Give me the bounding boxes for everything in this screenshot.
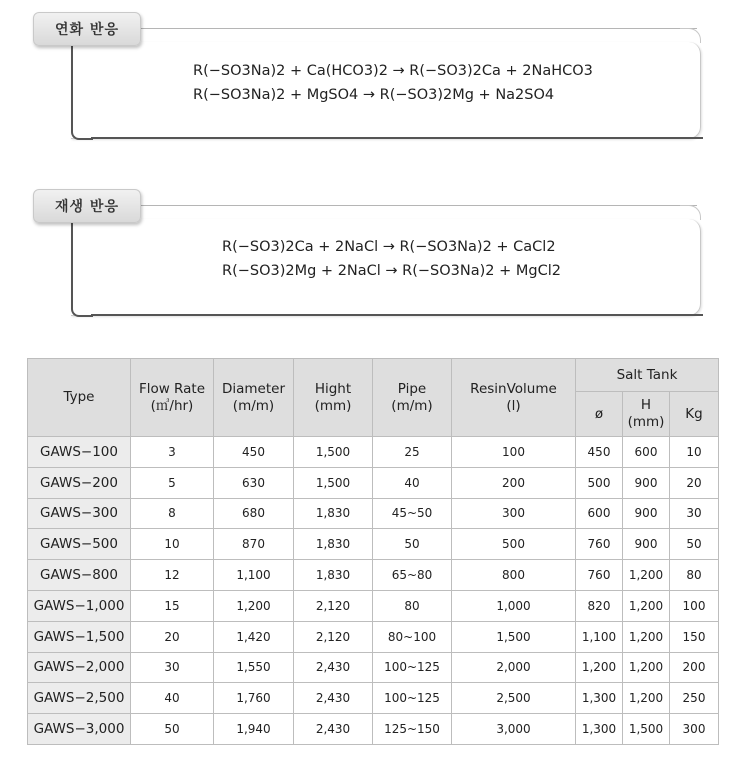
box-corner bbox=[680, 28, 701, 43]
cell-flow-rate: 30 bbox=[131, 652, 214, 683]
cell-type: GAWS−1,000 bbox=[28, 590, 131, 621]
cell-hight: 1,830 bbox=[294, 529, 373, 560]
bracket-corner bbox=[71, 128, 93, 140]
cell-salt-diameter: 1,300 bbox=[576, 714, 623, 745]
cell-salt-kg: 30 bbox=[670, 498, 719, 529]
table-row bbox=[28, 560, 719, 591]
cell-pipe: 50 bbox=[373, 529, 452, 560]
divider-line bbox=[139, 28, 697, 29]
cell-salt-height: 1,200 bbox=[623, 652, 670, 683]
cell-salt-height: 1,200 bbox=[623, 560, 670, 591]
cell-type: GAWS−3,000 bbox=[28, 714, 131, 745]
table-row bbox=[28, 529, 719, 560]
cell-hight: 1,500 bbox=[294, 467, 373, 498]
cell-salt-height: 1,200 bbox=[623, 590, 670, 621]
cell-hight: 2,120 bbox=[294, 621, 373, 652]
cell-flow-rate: 12 bbox=[131, 560, 214, 591]
cell-salt-height: 900 bbox=[623, 467, 670, 498]
equation: R(−SO3)2Ca + 2NaCl → R(−SO3Na)2 + CaCl2 bbox=[222, 239, 556, 255]
cell-hight: 2,430 bbox=[294, 714, 373, 745]
table-row bbox=[28, 498, 719, 529]
bracket-bottom bbox=[91, 137, 703, 139]
cell-flow-rate: 5 bbox=[131, 467, 214, 498]
col-type: Type bbox=[28, 359, 131, 437]
cell-hight: 2,430 bbox=[294, 652, 373, 683]
cell-type: GAWS−2,500 bbox=[28, 683, 131, 714]
cell-type: GAWS−300 bbox=[28, 498, 131, 529]
bracket-line bbox=[71, 45, 73, 128]
col-salt-height-unit: (mm) bbox=[627, 414, 665, 430]
cell-salt-height: 900 bbox=[623, 498, 670, 529]
cell-salt-diameter: 1,100 bbox=[576, 621, 623, 652]
col-hight bbox=[294, 359, 373, 437]
cell-salt-kg: 50 bbox=[670, 529, 719, 560]
table-body bbox=[28, 437, 719, 745]
cell-diameter: 870 bbox=[214, 529, 294, 560]
col-salt-tank: Salt Tank bbox=[576, 359, 719, 392]
col-resin-label: ResinVolume bbox=[470, 380, 557, 397]
cell-hight: 2,120 bbox=[294, 590, 373, 621]
cell-diameter: 680 bbox=[214, 498, 294, 529]
cell-pipe: 65~80 bbox=[373, 560, 452, 591]
cell-type: GAWS−200 bbox=[28, 467, 131, 498]
bracket-corner bbox=[71, 305, 93, 317]
cell-salt-height: 1,500 bbox=[623, 714, 670, 745]
cell-salt-height: 1,200 bbox=[623, 621, 670, 652]
cell-type: GAWS−1,500 bbox=[28, 621, 131, 652]
cell-salt-diameter: 500 bbox=[576, 467, 623, 498]
cell-flow-rate: 15 bbox=[131, 590, 214, 621]
cell-resin-volume: 800 bbox=[452, 560, 576, 591]
cell-salt-kg: 80 bbox=[670, 560, 719, 591]
col-diameter bbox=[214, 359, 294, 437]
cell-salt-height: 1,200 bbox=[623, 683, 670, 714]
cell-diameter: 1,760 bbox=[214, 683, 294, 714]
box-corner bbox=[680, 205, 701, 220]
table-row bbox=[28, 437, 719, 468]
cell-resin-volume: 1,000 bbox=[452, 590, 576, 621]
table-header-row bbox=[28, 359, 719, 392]
cell-flow-rate: 3 bbox=[131, 437, 214, 468]
col-salt-height bbox=[623, 392, 670, 437]
cell-diameter: 1,550 bbox=[214, 652, 294, 683]
cell-diameter: 1,420 bbox=[214, 621, 294, 652]
cell-type: GAWS−2,000 bbox=[28, 652, 131, 683]
cell-salt-diameter: 600 bbox=[576, 498, 623, 529]
cell-pipe: 80 bbox=[373, 590, 452, 621]
col-salt-height-label: H bbox=[640, 397, 652, 413]
bracket-line bbox=[71, 222, 73, 305]
cell-salt-diameter: 450 bbox=[576, 437, 623, 468]
cell-hight: 2,430 bbox=[294, 683, 373, 714]
cell-diameter: 1,100 bbox=[214, 560, 294, 591]
col-pipe bbox=[373, 359, 452, 437]
divider-line bbox=[139, 205, 697, 206]
cell-pipe: 100~125 bbox=[373, 683, 452, 714]
cell-salt-kg: 250 bbox=[670, 683, 719, 714]
col-flow-rate-label: Flow Rate bbox=[138, 380, 206, 397]
cell-salt-diameter: 1,200 bbox=[576, 652, 623, 683]
cell-pipe: 125~150 bbox=[373, 714, 452, 745]
cell-diameter: 1,200 bbox=[214, 590, 294, 621]
equation: R(−SO3Na)2 + Ca(HCO3)2 → R(−SO3)2Ca + 2NaHCO3 bbox=[193, 63, 593, 79]
cell-salt-kg: 200 bbox=[670, 652, 719, 683]
cell-type: GAWS−100 bbox=[28, 437, 131, 468]
cell-salt-kg: 150 bbox=[670, 621, 719, 652]
cell-resin-volume: 500 bbox=[452, 529, 576, 560]
cell-hight: 1,500 bbox=[294, 437, 373, 468]
cell-pipe: 25 bbox=[373, 437, 452, 468]
reaction-label: 재생 반응 bbox=[33, 189, 141, 223]
col-resin-unit: (l) bbox=[506, 397, 521, 414]
col-salt-kg: Kg bbox=[670, 392, 719, 437]
cell-pipe: 45~50 bbox=[373, 498, 452, 529]
cell-diameter: 450 bbox=[214, 437, 294, 468]
cell-resin-volume: 1,500 bbox=[452, 621, 576, 652]
cell-flow-rate: 40 bbox=[131, 683, 214, 714]
cell-resin-volume: 200 bbox=[452, 467, 576, 498]
spec-table bbox=[27, 358, 719, 745]
table-row bbox=[28, 652, 719, 683]
cell-salt-diameter: 1,300 bbox=[576, 683, 623, 714]
cell-resin-volume: 2,000 bbox=[452, 652, 576, 683]
cell-pipe: 100~125 bbox=[373, 652, 452, 683]
cell-resin-volume: 100 bbox=[452, 437, 576, 468]
regeneration-reaction-section bbox=[0, 189, 737, 319]
cell-flow-rate: 10 bbox=[131, 529, 214, 560]
cell-salt-kg: 20 bbox=[670, 467, 719, 498]
col-diameter-label: Diameter bbox=[221, 380, 286, 397]
col-pipe-unit: (m/m) bbox=[391, 397, 433, 414]
col-resin-volume bbox=[452, 359, 576, 437]
cell-salt-kg: 100 bbox=[670, 590, 719, 621]
cell-hight: 1,830 bbox=[294, 498, 373, 529]
cell-diameter: 1,940 bbox=[214, 714, 294, 745]
cell-flow-rate: 20 bbox=[131, 621, 214, 652]
table-row bbox=[28, 621, 719, 652]
equation: R(−SO3)2Mg + 2NaCl → R(−SO3Na)2 + MgCl2 bbox=[222, 263, 561, 279]
cell-flow-rate: 8 bbox=[131, 498, 214, 529]
table-row bbox=[28, 467, 719, 498]
table-row bbox=[28, 683, 719, 714]
bracket-bottom bbox=[91, 314, 703, 316]
col-salt-diameter: ø bbox=[576, 392, 623, 437]
reaction-label: 연화 반응 bbox=[33, 12, 141, 46]
cell-resin-volume: 300 bbox=[452, 498, 576, 529]
cell-diameter: 630 bbox=[214, 467, 294, 498]
cell-pipe: 80~100 bbox=[373, 621, 452, 652]
col-hight-label: Hight bbox=[314, 380, 352, 397]
cell-salt-diameter: 820 bbox=[576, 590, 623, 621]
cell-flow-rate: 50 bbox=[131, 714, 214, 745]
cell-salt-kg: 10 bbox=[670, 437, 719, 468]
equation: R(−SO3Na)2 + MgSO4 → R(−SO3)2Mg + Na2SO4 bbox=[193, 87, 555, 103]
cell-pipe: 40 bbox=[373, 467, 452, 498]
cell-hight: 1,830 bbox=[294, 560, 373, 591]
col-flow-rate bbox=[131, 359, 214, 437]
cell-salt-height: 600 bbox=[623, 437, 670, 468]
col-pipe-label: Pipe bbox=[397, 380, 427, 397]
cell-type: GAWS−500 bbox=[28, 529, 131, 560]
col-flow-rate-unit: (㎥/hr) bbox=[150, 397, 194, 414]
table-row bbox=[28, 590, 719, 621]
col-diameter-unit: (m/m) bbox=[232, 397, 275, 414]
cell-salt-diameter: 760 bbox=[576, 560, 623, 591]
col-hight-unit: (mm) bbox=[314, 397, 352, 414]
cell-salt-diameter: 760 bbox=[576, 529, 623, 560]
cell-type: GAWS−800 bbox=[28, 560, 131, 591]
cell-resin-volume: 2,500 bbox=[452, 683, 576, 714]
cell-salt-height: 900 bbox=[623, 529, 670, 560]
softening-reaction-section bbox=[0, 12, 737, 142]
cell-salt-kg: 300 bbox=[670, 714, 719, 745]
table-row bbox=[28, 714, 719, 745]
cell-resin-volume: 3,000 bbox=[452, 714, 576, 745]
